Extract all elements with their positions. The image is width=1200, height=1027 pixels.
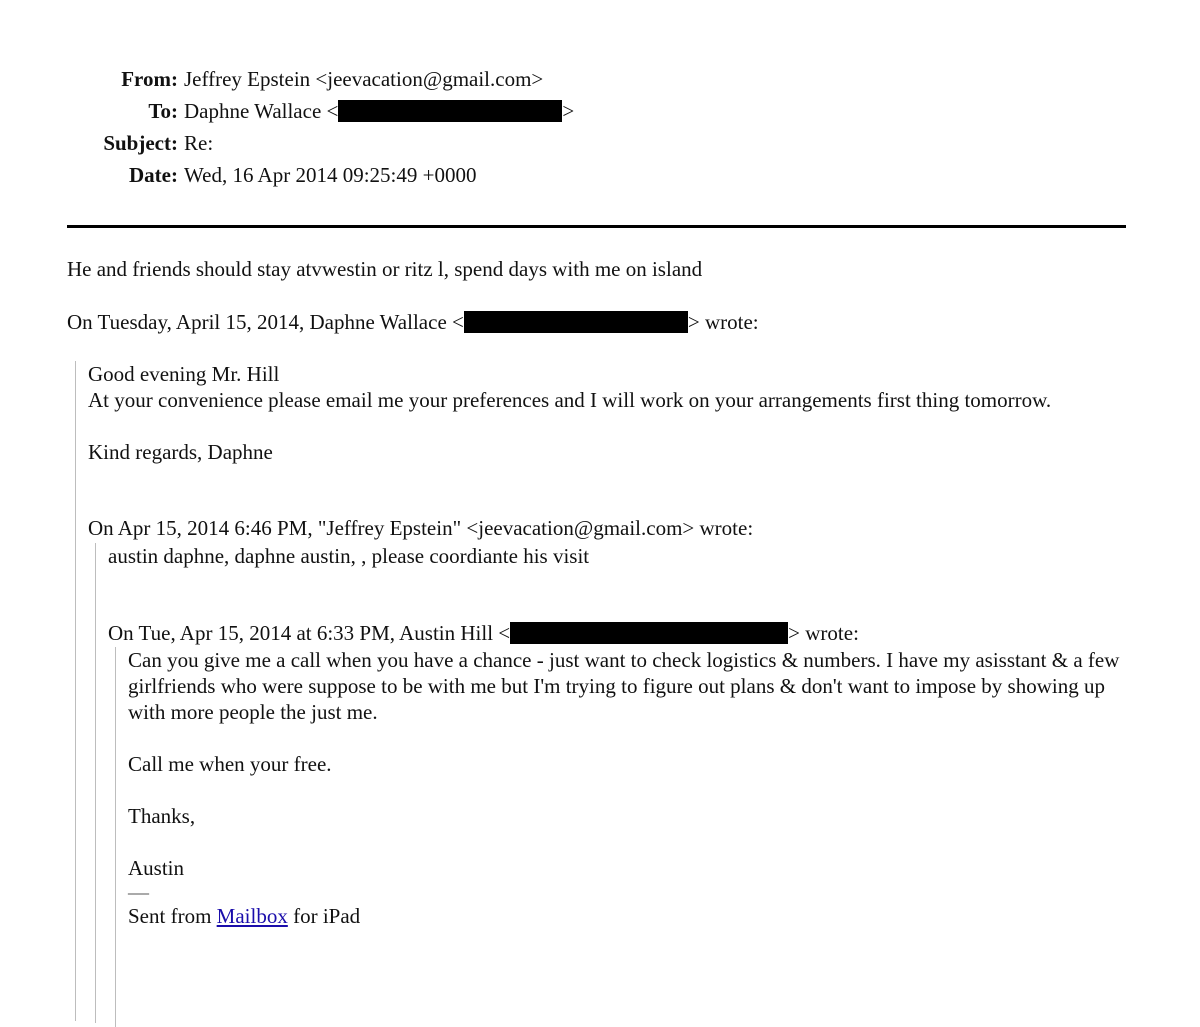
header-divider [67, 225, 1126, 228]
quote3-attribution-suffix: > wrote: [788, 621, 859, 645]
signature-dash: — [128, 880, 149, 904]
mailbox-link[interactable]: Mailbox [216, 904, 288, 928]
quote2-attribution: On Apr 15, 2014 6:46 PM, "Jeffrey Epstein" <jeevacation@gmail.com> wrote: [88, 516, 754, 540]
email-body [67, 256, 1127, 335]
redaction-box [510, 622, 788, 644]
to-value [184, 98, 574, 124]
email-header [0, 66, 1200, 194]
quote3-name: Austin [128, 856, 185, 880]
sent-from-line [128, 903, 1135, 929]
quote1-attribution-prefix: On Tuesday, April 15, 2014, Daphne Wallace < [67, 310, 464, 334]
sent-from-suffix: for iPad [287, 904, 361, 928]
to-value-prefix: Daphne Wallace < [184, 99, 339, 123]
reply-text: He and friends should stay atvwestin or ritz l, spend days with me on island [67, 257, 703, 281]
from-label: From: [121, 67, 178, 91]
quote3-call: Call me when your free. [128, 752, 332, 776]
quote1-signoff: Kind regards, Daphne [88, 440, 273, 464]
to-value-suffix: > [562, 99, 575, 123]
subject-value: Re: [184, 131, 214, 155]
quote3-body: Can you give me a call when you have a chance - just want to check logistics & numbers. I have my asisstant & a few girlfriends who were suppose to be with me but I'm trying to figure out plans & don't want to impose by showing up with more people the just me. [128, 648, 1120, 724]
date-label: Date: [129, 163, 178, 187]
quote3-thanks: Thanks, [128, 804, 196, 828]
date-value: Wed, 16 Apr 2014 09:25:49 +0000 [184, 163, 477, 187]
sent-from-prefix: Sent from [128, 904, 217, 928]
to-label: To: [148, 99, 178, 123]
date-row [0, 162, 1200, 194]
quote3-attribution-prefix: On Tue, Apr 15, 2014 at 6:33 PM, Austin Hill < [108, 621, 511, 645]
quote1-body: At your convenience please email me your preferences and I will work on your arrangements first thing tomorrow. [88, 388, 1052, 412]
quote1-attribution-suffix: > wrote: [687, 310, 759, 334]
redaction-box [338, 100, 562, 122]
quote1-greeting: Good evening Mr. Hill [88, 362, 280, 386]
quote1-attribution [67, 309, 1127, 335]
subject-label: Subject: [103, 131, 178, 155]
to-row [0, 98, 1200, 130]
quote-level-3 [115, 647, 1135, 1027]
quote3-attribution [108, 620, 859, 646]
from-value: Jeffrey Epstein <jeevacation@gmail.com> [184, 67, 544, 91]
subject-row [0, 130, 1200, 162]
quote2-body: austin daphne, daphne austin, , please coordiante his visit [108, 544, 590, 568]
from-row [0, 66, 1200, 98]
redaction-box [464, 311, 688, 333]
